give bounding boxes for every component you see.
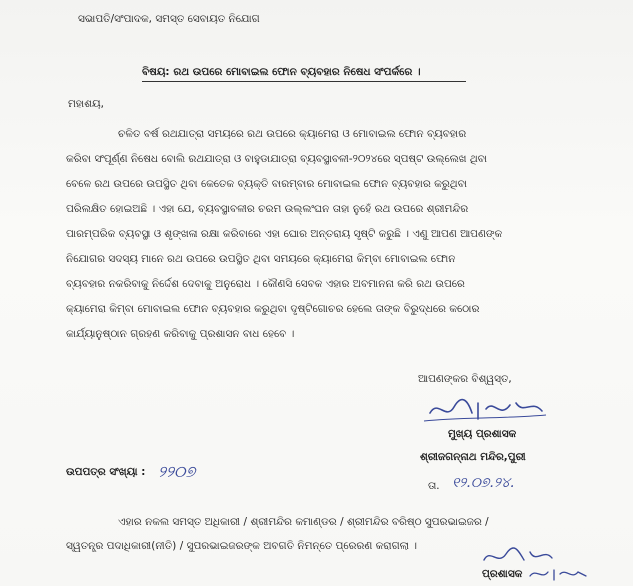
footer-date-mark: [526, 566, 590, 582]
closing-yours: ଆପଣଙ୍କର ବିଶ୍ୱସ୍ତ,: [418, 373, 512, 385]
body-line: ପାରମ୍ପରିକ ବ୍ୟବସ୍ଥା ଓ ଶୃଙ୍ଖଳା ରକ୍ଷା କରିବାରେ ଏହା ଘୋର ଅନ୍ତରାୟ ସୃଷ୍ଟି କରୁଛି । ଏଣୁ ଆପଣ ଆପଣଙ୍କ: [66, 228, 503, 240]
memo-label: ଉପପତ୍ର ସଂଖ୍ୟା :: [66, 466, 146, 478]
subject-line: ବିଷୟ: ରଥ ଉପରେ ମୋବାଇଲ ଫୋନ ବ୍ୟବହାର ନିଷେଧ ସଂପର୍କରେ ।: [142, 66, 421, 78]
body-line: କାର୍ଯ୍ୟାନୁଷ୍ଠାନ ଗ୍ରହଣ କରିବାକୁ ପ୍ରଶାସନ ବାଧ ହେବେ ।: [66, 328, 295, 340]
date-label: ତା.: [428, 480, 440, 492]
body-line: ପରିଲକ୍ଷିତ ହୋଇଅଛି । ଏହା ଯେ, ବ୍ୟବସ୍ଥାବଳୀର ଚରମ ଉଲ୍ଲଂଘନ ତାହା ନୁହେଁ ରଥ ଉପରେ ଶ୍ରୀମନ୍ଦିର: [66, 203, 469, 215]
footer-designation: ପ୍ରଶାସକ: [482, 568, 523, 580]
signature-mark: [420, 395, 550, 427]
date-value: ୧୨.୦୭.୨୪.: [452, 475, 515, 491]
copy-line: ସ୍ୱତନ୍ତ୍ର ପଦାଧିକାରୀ(ନୀତି) / ସୁପରଭାଇଜରଙ୍କ ଅବଗତି ନିମନ୍ତେ ପ୍ରେରଣ କରାଗଲା ।: [66, 540, 417, 552]
salutation: ମହାଶୟ,: [68, 98, 104, 110]
body-line: କରିବା ସଂପୂର୍ଣ୍ଣ ନିଷେଧ ବୋଲି ରଥଯାତ୍ରା ଓ ବାହୁଡାଯାତ୍ରା ବ୍ୟବସ୍ଥାବଳୀ-୨୦୨୪ରେ ସ୍ପଷ୍ଟ ଉଲ୍ଲେଖ ଥିବା: [66, 153, 488, 165]
subject-underline: [142, 81, 466, 82]
copy-line: ଏହାର ନକଲ ସମସ୍ତ ଅଧିକାରୀ / ଶ୍ରୀମନ୍ଦିର କମାଣ୍ଡର / ଶ୍ରୀମନ୍ଦିର ବରିଷ୍ଠ ସୁପରଭାଇଜର /: [118, 516, 489, 528]
body-line: ଚଳିତ ବର୍ଷ ରଥଯାତ୍ରା ସମୟରେ ରଥ ଉପରେ କ୍ୟାମେରା ଓ ମୋବାଇଲ ଫୋନ ବ୍ୟବହାର: [118, 128, 467, 140]
body-line: ବ୍ୟବହାର ନକରିବାକୁ ନିର୍ଦ୍ଦେଶ ଦେବାକୁ ଅନୁରୋଧ । କୌଣସି ସେବକ ଏହାର ଅବମାନନା କରି ରଥ ଉପରେ: [66, 278, 465, 290]
body-line: ନିଯୋଗର ସଦସ୍ୟ ମାନେ ରଥ ଉପରେ ଉପସ୍ଥିତ ଥିବା ସମୟରେ କ୍ୟାମେରା କିମ୍ବା ମୋବାଇଲ ଫୋନ: [66, 253, 456, 265]
initials-mark: [478, 546, 558, 568]
memo-number: ୨୨୦୭: [158, 462, 196, 481]
closing-office: ଶ୍ରୀଜଗନ୍ନାଥ ମନ୍ଦିର,ପୁରୀ: [420, 451, 526, 463]
body-line: କ୍ୟାମେରା କିମ୍ବା ମୋବାଇଲ ଫୋନ ବ୍ୟବହାର କରୁଥିବା ଦୃଷ୍ଟିଗୋଚର ହେଲେ ତାଙ୍କ ବିରୁଦ୍ଧରେ କଠୋର: [66, 303, 480, 315]
body-line: ବେଳେ ରଥ ଉପରେ ଉପସ୍ଥିତ ଥିବା କେତେକ ବ୍ୟକ୍ତି ବାରମ୍ବାର ମୋବାଇଲ ଫୋନ ବ୍ୟବହାର କରୁଥିବା: [66, 178, 468, 190]
closing-designation: ମୁଖ୍ୟ ପ୍ରଶାସକ: [448, 428, 517, 440]
addressee-line: ସଭାପତି/ସଂପାଦକ, ସମସ୍ତ ସେବାୟତ ନିଯୋଗ: [78, 13, 260, 25]
